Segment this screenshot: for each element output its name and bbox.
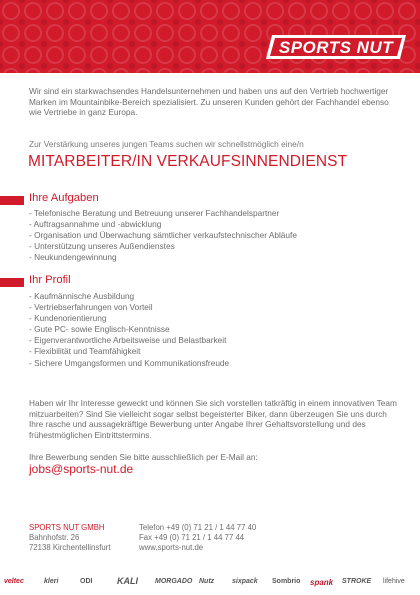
brand-logo-strip — [0, 575, 420, 595]
list-item: - Unterstützung unseres Außendienstes — [29, 241, 297, 252]
list-item: - Kaufmännische Ausbildung — [29, 291, 229, 302]
list-item: - Gute PC- sowie Englisch-Kenntnisse — [29, 324, 229, 335]
brand-logo: spank — [310, 578, 334, 587]
list-item: - Vertriebserfahrungen von Vorteil — [29, 302, 229, 313]
city: 72138 Kirchentellinsfurt — [29, 543, 111, 552]
brand-logo: STROKE — [342, 578, 372, 585]
footer-address — [29, 523, 110, 553]
brand-logo: MORGADO — [155, 578, 193, 585]
fax-number: Fax +49 (0) 71 21 / 1 44 77 44 — [139, 533, 245, 542]
logo-text: SPORTS NUT — [278, 38, 394, 57]
job-title: MITARBEITER/IN VERKAUFSINNENDIENST — [28, 153, 348, 170]
street: Bahnhofstr. 26 — [29, 533, 80, 542]
brand-logo: ODI — [80, 578, 93, 585]
header-banner — [0, 0, 420, 73]
list-item: - Sichere Umgangsformen und Kommunikationsfreude — [29, 358, 229, 369]
contact-instruction: Ihre Bewerbung senden Sie bitte ausschließlich per E-Mail an: — [29, 452, 258, 462]
list-item: - Flexibilität und Teamfähigkeit — [29, 346, 229, 357]
profil-heading: Ihr Profil — [29, 274, 71, 286]
list-item: - Organisation und Überwachung sämtlicher verkaufstechnischer Abläufe — [29, 230, 297, 241]
company-name: SPORTS NUT GMBH — [29, 523, 105, 532]
brand-logo: KALI — [117, 576, 138, 586]
list-item: - Eigenverantwortliche Arbeitsweise und Belastbarkeit — [29, 335, 229, 346]
section-marker — [0, 196, 24, 205]
website-link[interactable]: www.sports-nut.de — [139, 543, 204, 552]
brand-logo: sixpack — [232, 578, 258, 585]
footer-contact — [139, 523, 256, 553]
intro-paragraph: Wir sind ein starkwachsendes Handelsunternehmen und haben uns auf den Vertrieb hochwertiger Marken im Mountainbike-Bereich spezialisiert. Zu unseren Kunden gehört der Fachhandel ebenso wie Vertriebe in ganz Europa. — [29, 86, 389, 118]
brand-logo: kleri — [44, 578, 59, 585]
aufgaben-heading: Ihre Aufgaben — [29, 192, 99, 204]
aufgaben-list — [29, 208, 297, 263]
list-item: - Kundenorientierung — [29, 313, 229, 324]
teaser-text: Zur Verstärkung unseres jungen Teams suchen wir schnellstmöglich eine/n — [29, 139, 304, 149]
sports-nut-logo — [266, 33, 408, 61]
brand-logo: Nutz — [199, 578, 215, 585]
application-call-to-action: Haben wir Ihr Interesse geweckt und können Sie sich vorstellen tatkräftig in einem innovativen Team mitzuarbeiten? Sind Sie vielleicht sogar selbst begeisterter Biker, dann überzeugen Sie uns durch Ihre rasche und aussagekräftige Bewerbung unter Angabe Ihrer Gehaltsvorstellung und des frühestmöglichen Eintrittstermins. — [29, 398, 397, 440]
brand-logo: veltec — [4, 578, 24, 585]
email-link[interactable]: jobs@sports-nut.de — [29, 462, 134, 476]
list-item: - Neukundengewinnung — [29, 252, 297, 263]
profil-list — [29, 291, 229, 369]
brand-logo: Sombrio — [272, 578, 301, 585]
list-item: - Telefonische Beratung und Betreuung unserer Fachhandelspartner — [29, 208, 297, 219]
phone-number: Telefon +49 (0) 71 21 / 1 44 77 40 — [139, 523, 257, 532]
list-item: - Auftragsannahme und -abwicklung — [29, 219, 297, 230]
brand-logo: lifehive — [383, 578, 405, 585]
section-marker — [0, 278, 24, 287]
